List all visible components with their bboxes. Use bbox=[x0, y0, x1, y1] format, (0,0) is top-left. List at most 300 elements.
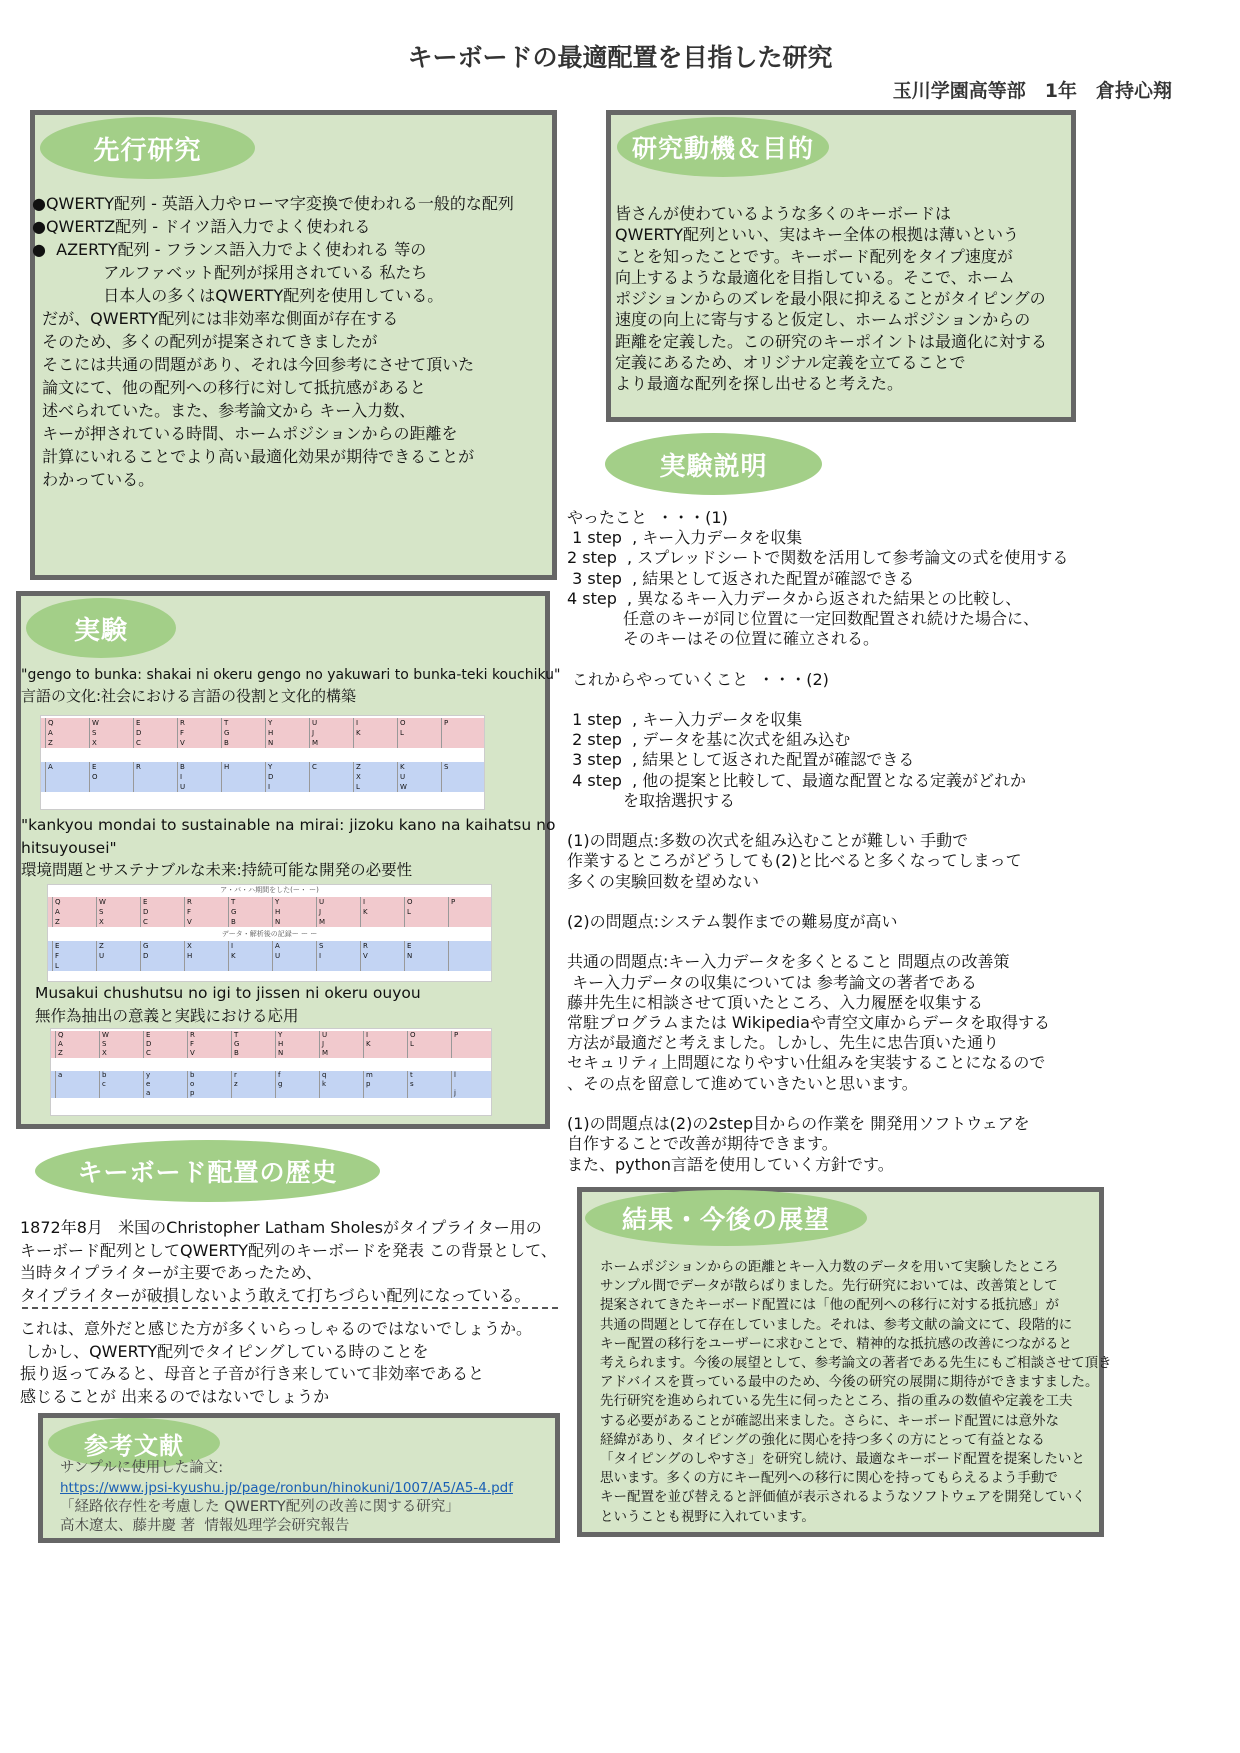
results-heading: 結果・今後の展望 bbox=[585, 1190, 867, 1246]
table-cell: I bbox=[265, 782, 270, 792]
table-cell: P bbox=[441, 718, 448, 728]
table-cell: X bbox=[184, 941, 192, 951]
results-line: キー配置を並び替えると評価値が表示されるようなソフトウェアを開発していく bbox=[600, 1489, 1086, 1506]
table-cell: B bbox=[228, 917, 236, 927]
table-row bbox=[51, 1040, 491, 1049]
table-cell bbox=[363, 1049, 366, 1058]
table-cell bbox=[441, 728, 444, 738]
explain-line bbox=[567, 649, 1068, 669]
table-cell bbox=[451, 1080, 454, 1089]
explain-line: そのキーはその位置に確立される。 bbox=[567, 629, 879, 649]
table-cell: M bbox=[309, 738, 318, 748]
history-text bbox=[20, 1217, 557, 1307]
keyboard-table-3 bbox=[50, 1028, 492, 1116]
table-row bbox=[51, 1089, 491, 1098]
references-heading: 参考文献 bbox=[48, 1418, 220, 1468]
table-cell: F bbox=[184, 907, 191, 917]
table-cell: X bbox=[353, 772, 361, 782]
history-line: 1872年8月 米国のChristopher Latham Sholesがタイプライター用の bbox=[20, 1218, 542, 1237]
table-cell: G bbox=[140, 941, 148, 951]
table-cell: Z bbox=[52, 917, 60, 927]
results-line: ホームポジションからの距離とキー入力数のデータを用いて実験したところ bbox=[600, 1259, 1059, 1275]
table-cell: q bbox=[319, 1071, 326, 1080]
table-cell: H bbox=[184, 951, 192, 961]
table-cell: Q bbox=[52, 897, 61, 907]
prior-research-line: ●QWERTY配列 - 英語入力やローマ字変換で使われる一般的な配列 bbox=[32, 194, 514, 213]
explain-line: (1)の問題点は(2)の2step目からの作業を 開発用ソフトウェアを bbox=[567, 1114, 1030, 1134]
motive-text bbox=[615, 203, 1047, 395]
results-line: 先行研究を進められている先生に伺ったところ、指の重みの数値や定義を工夫 bbox=[600, 1393, 1073, 1410]
table-cell bbox=[360, 961, 363, 971]
table-cell: U bbox=[96, 951, 104, 961]
table-cell: f bbox=[275, 1071, 280, 1080]
keyboard-table-2 bbox=[47, 884, 492, 982]
table-cell bbox=[309, 782, 312, 792]
table-cell bbox=[451, 1040, 454, 1049]
table-cell: c bbox=[99, 1080, 106, 1089]
table-cell bbox=[407, 1049, 410, 1058]
table-cell: Q bbox=[55, 1031, 64, 1040]
prior-research-line: だが、QWERTY配列には非効率な側面が存在する bbox=[32, 309, 399, 328]
table-cell: I bbox=[228, 941, 233, 951]
prior-research-line: 日本人の多くはQWERTY配列を使用している。 bbox=[32, 286, 444, 305]
table-cell bbox=[441, 782, 444, 792]
table-cell bbox=[441, 738, 444, 748]
table-cell: X bbox=[99, 1049, 107, 1058]
references-url-link[interactable]: https://www.jpsi-kyushu.jp/page/ronbun/hinokuni/1007/A5/A5-4.pdf bbox=[60, 1480, 513, 1496]
motive-line: ことを知ったことです。キーボード配列をタイプ速度が bbox=[615, 246, 1013, 266]
paper1-romaji: "gengo to bunka: shakai ni okeru gengo no yakuwari to bunka-teki kouchiku" bbox=[21, 667, 561, 683]
results-line: 共通の問題として存在していました。それは、参考文献の論文にて、段階的に bbox=[600, 1316, 1073, 1333]
table-cell: A bbox=[52, 907, 60, 917]
results-line: 経緯があり、タイピングの強化に関心を持つ多くの方にとって有益となる bbox=[600, 1431, 1045, 1448]
table-cell: Y bbox=[272, 897, 279, 907]
table-cell: K bbox=[360, 907, 368, 917]
table-caption: データ・解析後の記録ー ー ー bbox=[221, 930, 318, 938]
table-cell bbox=[316, 961, 319, 971]
table-cell bbox=[448, 941, 451, 951]
table-cell: J bbox=[319, 1040, 324, 1049]
table-row bbox=[41, 718, 484, 728]
table-cell bbox=[99, 1089, 102, 1098]
table-cell bbox=[397, 738, 400, 748]
results-line: アドバイスを貰っている最中のため、今後の研究の展開に期待ができますました。 bbox=[600, 1374, 1099, 1391]
table-cell: I bbox=[316, 951, 321, 961]
table-cell: A bbox=[272, 941, 280, 951]
table-row bbox=[48, 951, 491, 961]
table-cell bbox=[448, 951, 451, 961]
table-cell: Z bbox=[55, 1049, 63, 1058]
table-cell bbox=[448, 961, 451, 971]
table-cell: Y bbox=[265, 718, 272, 728]
table-cell: b bbox=[99, 1071, 106, 1080]
explain-line: 4 step , 異なるキー入力データから返された結果との比較し、 bbox=[567, 588, 1022, 608]
table-cell: S bbox=[441, 762, 448, 772]
table-cell: E bbox=[140, 897, 147, 907]
table-cell: Z bbox=[353, 762, 361, 772]
table-cell: Z bbox=[96, 941, 104, 951]
explain-line bbox=[567, 1094, 1068, 1114]
table-cell: E bbox=[404, 941, 411, 951]
motive-line: 速度の向上に寄与すると仮定し、ホームポジションからの bbox=[615, 310, 1031, 330]
prior-research-line: 計算にいれることでより高い最適化効果が期待できることが bbox=[32, 447, 475, 466]
results-line: 考えられます。今後の展望として、参考論文の著者である先生にもご相談させて頂き bbox=[600, 1355, 1112, 1372]
table-cell: V bbox=[187, 1049, 195, 1058]
paper1-japanese: 言語の文化:社会における言語の役割と文化的構築 bbox=[21, 687, 357, 705]
paper2-romaji-line1: "kankyou mondai to sustainable na mirai: jizoku kano na kaihatsu no bbox=[21, 816, 556, 834]
table-cell: a bbox=[143, 1089, 150, 1098]
motive-line: QWERTY配列といい、実はキー全体の根拠は薄いという bbox=[615, 225, 1020, 245]
table-cell: R bbox=[184, 897, 192, 907]
table-cell: I bbox=[360, 897, 365, 907]
table-cell bbox=[184, 961, 187, 971]
table-cell bbox=[360, 917, 363, 927]
table-row bbox=[41, 728, 484, 738]
table-cell: T bbox=[231, 1031, 238, 1040]
prior-research-line: 述べられていた。また、参考論文から キー入力数、 bbox=[32, 401, 416, 420]
paper2-japanese: 環境問題とサステナブルな未来:持続可能な開発の必要性 bbox=[21, 861, 413, 879]
table-cell: E bbox=[143, 1031, 150, 1040]
table-cell: O bbox=[89, 772, 98, 782]
table-cell: W bbox=[96, 897, 106, 907]
prior-research-line: アルファベット配列が採用されている 私たち bbox=[32, 263, 428, 282]
table-cell: C bbox=[133, 738, 141, 748]
explain-line: 1 step , キー入力データを収集 bbox=[567, 528, 803, 548]
table-cell: L bbox=[397, 728, 404, 738]
references-label: サンプルに使用した論文: bbox=[60, 1460, 224, 1476]
table-cell: e bbox=[143, 1080, 150, 1089]
table-row bbox=[41, 772, 484, 782]
history-line: 振り返ってみると、母音と子音が行き来していて非効率であると bbox=[20, 1364, 485, 1383]
motive-line: 皆さんが使わているような多くのキーボードは bbox=[615, 204, 952, 223]
table-cell: N bbox=[275, 1049, 283, 1058]
motive-heading: 研究動機＆目的 bbox=[617, 117, 829, 177]
table-cell: G bbox=[221, 728, 229, 738]
results-line: する必要があることが確認出来ました。さらに、キーボード配置には意外な bbox=[600, 1412, 1059, 1429]
table-cell: K bbox=[397, 762, 405, 772]
prior-research-line: ● AZERTY配列 - フランス語入力でよく使われる 等の bbox=[32, 240, 427, 259]
table-cell bbox=[353, 738, 356, 748]
explain-line bbox=[567, 811, 1068, 831]
table-cell: W bbox=[89, 718, 99, 728]
table-cell: S bbox=[316, 941, 323, 951]
prior-research-line: そこには共通の問題があり、それは今回参考にさせて頂いた bbox=[32, 355, 475, 374]
table-cell: T bbox=[221, 718, 228, 728]
table-cell bbox=[275, 1089, 278, 1098]
table-cell bbox=[448, 917, 451, 927]
table-cell: O bbox=[404, 897, 413, 907]
table-cell: R bbox=[187, 1031, 195, 1040]
table-row bbox=[48, 941, 491, 951]
results-text bbox=[600, 1258, 1112, 1527]
history-line: これは、意外だと感じた方が多くいらっしゃるのではないでしょうか。 bbox=[20, 1319, 533, 1338]
table-cell: U bbox=[309, 718, 317, 728]
table-row bbox=[51, 1049, 491, 1058]
table-cell: T bbox=[228, 897, 235, 907]
table-row bbox=[41, 738, 484, 748]
table-cell: L bbox=[52, 961, 59, 971]
explain-line bbox=[567, 932, 1068, 952]
explain-text bbox=[567, 508, 1068, 1175]
explain-line: これからやっていくこと ・・・(2) bbox=[567, 669, 829, 689]
prior-research-heading: 先行研究 bbox=[40, 117, 255, 179]
table-cell: C bbox=[140, 917, 148, 927]
table-cell: E bbox=[52, 941, 59, 951]
table-cell: o bbox=[187, 1080, 194, 1089]
table-cell: D bbox=[143, 1040, 151, 1049]
explain-line: キー入力データの収集については 参考論文の著者である bbox=[567, 972, 977, 992]
table-cell: E bbox=[89, 762, 96, 772]
explain-line: 方法が最適だと考えました。しかし、先生に忠告頂いた通り bbox=[567, 1033, 1000, 1053]
table-cell bbox=[221, 782, 224, 792]
table-cell: y bbox=[143, 1071, 150, 1080]
table-cell: U bbox=[177, 782, 185, 792]
table-cell: D bbox=[133, 728, 141, 738]
table-cell: j bbox=[451, 1089, 456, 1098]
table-row bbox=[51, 1071, 491, 1080]
table-cell: K bbox=[363, 1040, 371, 1049]
table-cell: U bbox=[397, 772, 405, 782]
table-cell: k bbox=[319, 1080, 326, 1089]
author-line: 玉川学園高等部 1年 倉持心翔 bbox=[892, 80, 1172, 102]
prior-research-line: キーが押されている時間、ホームポジションからの距離を bbox=[32, 424, 458, 443]
references-paper-authors: 高木遼太、藤井慶 著 情報処理学会研究報告 bbox=[60, 1518, 350, 1534]
table-cell: R bbox=[133, 762, 141, 772]
table-cell bbox=[309, 772, 312, 782]
explain-line bbox=[567, 892, 1068, 912]
table-cell bbox=[221, 772, 224, 782]
table-cell: P bbox=[448, 897, 455, 907]
history-line: 感じることが 出来るのではないでしょうか bbox=[20, 1386, 330, 1406]
table-cell: D bbox=[265, 772, 273, 782]
table-cell: H bbox=[265, 728, 273, 738]
table-cell: V bbox=[360, 951, 368, 961]
history-heading: キーボード配置の歴史 bbox=[35, 1140, 380, 1202]
table-cell: N bbox=[265, 738, 273, 748]
table-cell: R bbox=[360, 941, 368, 951]
table-cell bbox=[319, 1089, 322, 1098]
table-cell: g bbox=[275, 1080, 282, 1089]
table-cell: Z bbox=[45, 738, 53, 748]
table-cell: C bbox=[309, 762, 317, 772]
explain-line: やったこと ・・・(1) bbox=[567, 508, 728, 527]
table-cell: a bbox=[55, 1071, 62, 1080]
explain-line: 2 step , データを基に次式を組み込む bbox=[567, 730, 851, 750]
results-line: サンプル間でデータが散らばりました。先行研究においては、改善策として bbox=[600, 1278, 1058, 1295]
results-line: 「タイピングのしやすさ」を研究し続け、最適なキーボード配置を提案したいと bbox=[600, 1451, 1085, 1468]
prior-research-line: 論文にて、他の配列への移行に対して抵抗感があると bbox=[32, 378, 426, 397]
table-cell bbox=[404, 917, 407, 927]
table-cell bbox=[441, 772, 444, 782]
table-cell bbox=[55, 1089, 58, 1098]
table-cell: m bbox=[363, 1071, 373, 1080]
table-cell bbox=[228, 961, 231, 971]
table-cell: U bbox=[316, 897, 324, 907]
motive-line: ポジションからのズレを最小限に抑えることがタイピングの bbox=[615, 289, 1046, 309]
table-cell: B bbox=[221, 738, 229, 748]
table-cell: I bbox=[177, 772, 182, 782]
table-cell: W bbox=[99, 1031, 109, 1040]
motive-line: 距離を定義した。この研究のキーポイントは最適化に対する bbox=[615, 331, 1048, 351]
table-cell: J bbox=[316, 907, 321, 917]
explain-line: 多くの実験回数を望めない bbox=[567, 871, 760, 891]
table-cell: A bbox=[45, 728, 53, 738]
prior-research-line: ●QWERTZ配列 - ドイツ語入力でよく使われる bbox=[32, 217, 371, 236]
table-cell: X bbox=[96, 917, 104, 927]
paper2-romaji-line2: hitsuyousei" bbox=[21, 839, 117, 857]
explain-line: 3 step , 結果として返された配置が確認できる bbox=[567, 750, 915, 770]
table-cell: Y bbox=[275, 1031, 282, 1040]
table-cell: b bbox=[187, 1071, 194, 1080]
history-line: 当時タイプライターが主要であったため、 bbox=[20, 1263, 322, 1282]
table-cell: M bbox=[319, 1049, 328, 1058]
explain-line: 3 step , 結果として返された配置が確認できる bbox=[567, 568, 915, 588]
table-cell: O bbox=[397, 718, 406, 728]
table-cell bbox=[140, 961, 143, 971]
table-cell: L bbox=[353, 782, 360, 792]
table-cell bbox=[448, 907, 451, 917]
explain-line: 作業するところがどうしても(2)と比べると多くなってしまって bbox=[567, 851, 1022, 871]
table-cell bbox=[404, 961, 407, 971]
page-title: キーボードの最適配置を目指した研究 bbox=[407, 43, 833, 72]
explain-line: (2)の問題点:システム製作までの難易度が高い bbox=[567, 912, 898, 932]
explain-line: 、その点を留意して進めていきたいと思います。 bbox=[567, 1073, 918, 1093]
motive-line: より最適な配列を探し出せると考えた。 bbox=[615, 374, 904, 394]
table-cell: W bbox=[397, 782, 407, 792]
explain-line: 共通の問題点:キー入力データを多くとること 問題点の改善策 bbox=[567, 952, 1010, 972]
results-line: ということも視野に入れています。 bbox=[600, 1508, 815, 1525]
table-cell: H bbox=[275, 1040, 283, 1049]
results-line: 思います。多くの方にキー配列への移行に関心を持ってもらえるよう手動で bbox=[600, 1470, 1058, 1487]
table-cell: K bbox=[353, 728, 361, 738]
table-cell: M bbox=[316, 917, 325, 927]
table-cell: G bbox=[228, 907, 236, 917]
explain-line: (1)の問題点:多数の次式を組み込むことが難しい 手動で bbox=[567, 831, 969, 851]
table-cell: X bbox=[89, 738, 97, 748]
paper3-japanese: 無作為抽出の意義と実践における応用 bbox=[35, 1007, 299, 1025]
table-row bbox=[48, 961, 491, 971]
table-cell: S bbox=[99, 1040, 106, 1049]
table-cell: A bbox=[45, 762, 53, 772]
experiment-heading: 実験 bbox=[26, 598, 176, 658]
table-cell bbox=[55, 1080, 58, 1089]
explain-line: を取捨選択する bbox=[567, 790, 735, 810]
table-cell: L bbox=[407, 1040, 414, 1049]
table-cell: r bbox=[231, 1071, 237, 1080]
table-cell: S bbox=[96, 907, 103, 917]
explain-line: 2 step , スプレッドシートで関数を活用して参考論文の式を使用する bbox=[567, 548, 1069, 568]
table-cell: s bbox=[407, 1080, 414, 1089]
table-cell: G bbox=[231, 1040, 239, 1049]
table-cell: P bbox=[451, 1031, 458, 1040]
keyboard-table-1 bbox=[40, 715, 485, 810]
table-cell: I bbox=[363, 1031, 368, 1040]
explain-line: 任意のキーが同じ位置に一定回数配置され続けた場合に、 bbox=[567, 609, 1039, 629]
explain-line: 4 step , 他の提案と比較して、最適な配置となる定義がどれか bbox=[567, 770, 1026, 790]
table-cell: D bbox=[140, 907, 148, 917]
table-cell bbox=[133, 772, 136, 782]
explain-heading: 実験説明 bbox=[605, 433, 822, 495]
table-cell: E bbox=[133, 718, 140, 728]
table-cell: F bbox=[52, 951, 59, 961]
table-cell bbox=[133, 782, 136, 792]
table-cell: Q bbox=[45, 718, 54, 728]
explain-line: 自作することで改善が期待できます。 bbox=[567, 1134, 838, 1154]
table-cell: B bbox=[177, 762, 185, 772]
prior-research-line: わかっている。 bbox=[32, 470, 155, 489]
references-paper-title: 「経路依存性を考慮した QWERTY配列の改善に関する研究」 bbox=[60, 1499, 460, 1515]
table-cell bbox=[363, 1089, 366, 1098]
table-cell: p bbox=[363, 1080, 370, 1089]
table-row bbox=[41, 782, 484, 792]
table-cell: l bbox=[451, 1071, 456, 1080]
table-cell bbox=[45, 782, 48, 792]
table-caption: ア・バ・ハ期間をした(ー・ ー) bbox=[220, 886, 319, 894]
explain-line: 常駐プログラムまたは Wikipediaや青空文庫からデータを取得する bbox=[567, 1013, 1050, 1033]
table-cell bbox=[45, 772, 48, 782]
table-cell: O bbox=[407, 1031, 416, 1040]
table-cell: V bbox=[184, 917, 192, 927]
prior-research-line: そのため、多くの配列が提案されてきましたが bbox=[32, 332, 378, 351]
table-row bbox=[48, 907, 491, 917]
results-line: 提案されてきたキーボード配置には「他の配列への移行に対する抵抗感」が bbox=[600, 1297, 1059, 1314]
results-line: キー配置の移行をユーザーに求むことで、精神的な抵抗感の改善につながると bbox=[600, 1335, 1072, 1352]
table-cell bbox=[451, 1049, 454, 1058]
table-row bbox=[51, 1031, 491, 1040]
motive-line: 向上するような最適化を目指している。そこで、ホーム bbox=[615, 267, 1015, 287]
table-cell: F bbox=[187, 1040, 194, 1049]
table-row bbox=[41, 762, 484, 772]
explain-line: 藤井先生に相談させて頂いたところ、入力履歴を収集する bbox=[567, 992, 984, 1012]
table-cell: H bbox=[272, 907, 280, 917]
history-line: タイプライターが破損しないよう敢えて打ちづらい配列になっている。 bbox=[20, 1285, 531, 1305]
table-cell: K bbox=[228, 951, 236, 961]
table-cell: U bbox=[272, 951, 280, 961]
table-row bbox=[48, 917, 491, 927]
history-line: しかし、QWERTY配列でタイピングしている時のことを bbox=[20, 1341, 429, 1361]
table-cell: z bbox=[231, 1080, 238, 1089]
table-row bbox=[48, 897, 491, 907]
table-cell bbox=[407, 1089, 410, 1098]
table-cell: Y bbox=[265, 762, 272, 772]
paper3-romaji: Musakui chushutsu no igi to jissen ni okeru ouyou bbox=[35, 984, 421, 1002]
explain-line bbox=[567, 690, 1068, 710]
explain-line: また、python言語を使用していく方針です。 bbox=[567, 1154, 894, 1174]
table-cell: N bbox=[272, 917, 280, 927]
table-cell: R bbox=[177, 718, 185, 728]
table-cell: N bbox=[404, 951, 412, 961]
motive-line: 定義にあるため、オリジナル定義を立てることで bbox=[615, 353, 966, 373]
table-cell: p bbox=[187, 1089, 194, 1098]
table-cell: U bbox=[319, 1031, 327, 1040]
table-cell: D bbox=[140, 951, 148, 961]
table-cell: t bbox=[407, 1071, 413, 1080]
prior-research-text bbox=[32, 192, 514, 491]
explain-line: 1 step , キー入力データを収集 bbox=[567, 710, 803, 730]
table-cell: F bbox=[177, 728, 184, 738]
table-cell: H bbox=[221, 762, 229, 772]
history-text-2 bbox=[20, 1318, 532, 1408]
table-cell: A bbox=[55, 1040, 63, 1049]
table-cell bbox=[231, 1089, 234, 1098]
table-cell: L bbox=[404, 907, 411, 917]
table-cell: J bbox=[309, 728, 314, 738]
table-cell: S bbox=[89, 728, 96, 738]
table-cell: C bbox=[143, 1049, 151, 1058]
history-divider bbox=[22, 1307, 558, 1309]
explain-line: セキュリティ上問題になりやすい仕組みを実装することになるので bbox=[567, 1053, 1046, 1073]
table-row bbox=[51, 1080, 491, 1089]
